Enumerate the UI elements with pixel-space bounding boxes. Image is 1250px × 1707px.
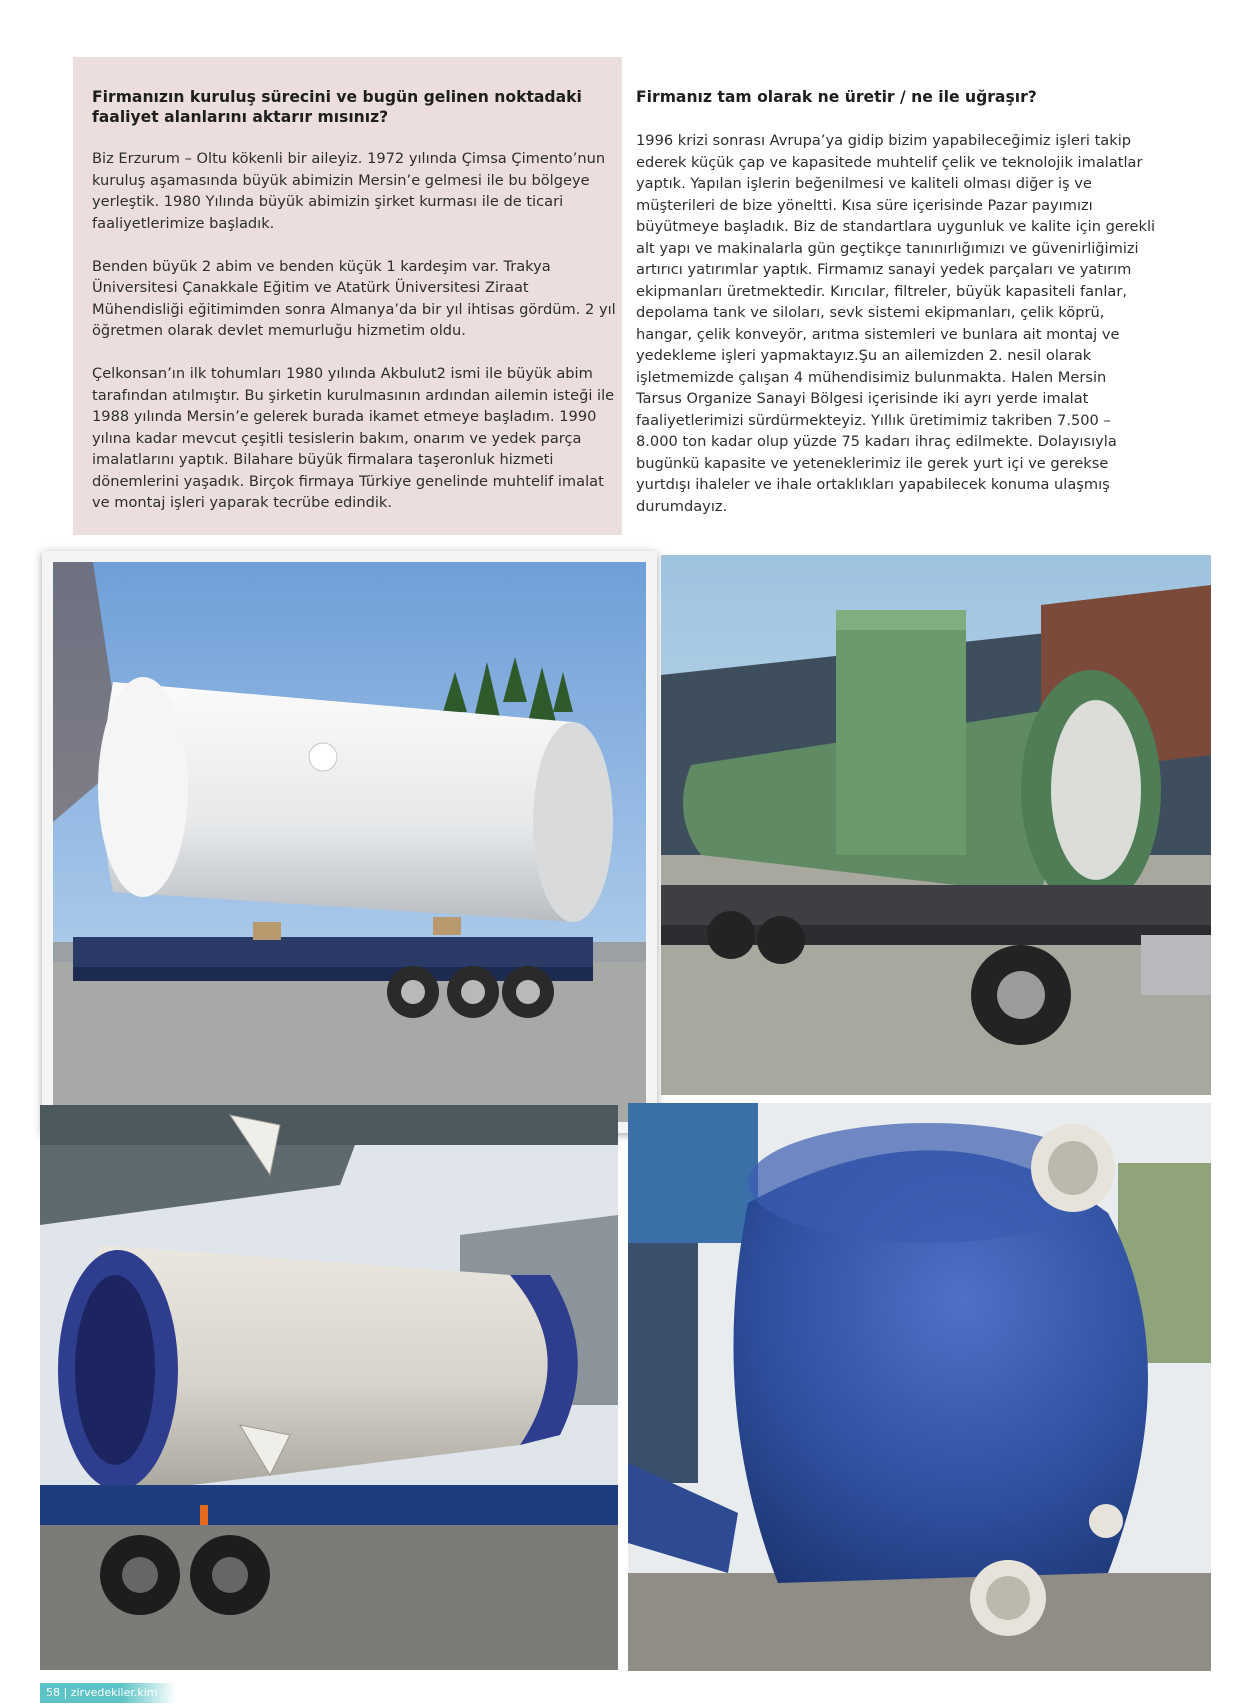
photo-white-silo-on-trailer bbox=[40, 1105, 618, 1670]
left-paragraph: Biz Erzurum – Oltu kökenli bir aileyiz. 1972 yılında Çimsa Çimento’nun kuruluş aşamasında büyük abimizin Mersin’e gelmesi ile bu bölgeye yerleştik. 1980 Yılında büyük abimizin şirket kurması ile de ticari faaliyetlerimize başladık. bbox=[92, 150, 606, 232]
photo-green-fan-on-truck bbox=[661, 555, 1211, 1095]
left-paragraph: Çelkonsan’ın ilk tohumları 1980 yılında Akbulut2 ismi ile büyük abim tarafından atılmıştır. Bu şirketin kurulmasının ardından ailemin isteği ile 1988 yılında Mersin’e gelerek burada ikamet etmeye başladım. 1990 yılına kadar mevcut çeşitli tesislerin bakım, onarım ve yedek parça imalatlarını yaptık. Bilahare büyük firmalara taşeronluk hizmeti dönemlerini yaşadık. Birçok firmaya Türkiye genelinde muhtelif imalat ve montaj işleri yaparak tecrübe edindik. bbox=[92, 365, 615, 511]
right-paragraph: 1996 krizi sonrası Avrupa’ya gidip bizim yapabileceğimiz işleri takip ederek küçük çap ve kapasitede muhtelif çelik ve teknolojik imalatlar yaptık. Yapılan işlerin beğenilmesi ve kaliteli olması diğer iş ve müşterileri de bize yöneltti. Kısa süre içerisinde Pazar payımızı büyütmeye başladık. Biz de standartlara uygunluk ve kalite için gerekli alt yapı ve makinalarla gün geçtikçe tanınırlığımızı ve güvenirliğimizi artırıcı yatırımlar yaptık. Firmamız sanayi yedek parçaları ve yatırım ekipmanları üretmektedir. Kırıcılar, filtreler, büyük kapasiteli fanlar, depolama tank ve siloları, sevk sistemi ekipmanları, çelik köprü, hangar, çelik konveyör, arıtma sistemleri ve bunlara ait montaj ve yedekleme işleri yapmaktayız.Şu an ailemizden 2. nesil olarak işletmemizde çalışan 4 mühendisimiz bulunmakta. Halen Mersin Tarsus Organize Sanayi Bölgesi içerisinde iki ayrı yerde imalat faaliyetlerimizi sürdürmekteyiz. Yıllık üretimimiz takriben 7.500 – 8.000 ton kadar olup yüzde 75 kadarı ihraç edilmekte. Dolayısıyla bugünkü kapasite ve yeteneklerimiz ile gerek yurt içi ve gerekse yurtdışı ihaleler ve ihale ortaklıkları yapabilecek konuma ulaşmış durumdayız. bbox=[636, 132, 1156, 515]
left-paragraph: Benden büyük 2 abim ve benden küçük 1 kardeşim var. Trakya Üniversitesi Çanakkale Eğitim ve Atatürk Üniversitesi Ziraat Mühendisliği eğitimimden sonra Almanya’da bir yıl ihtisas gördüm. 2 yıl öğretmen olarak devlet memurluğu hizmetim oldu. bbox=[92, 257, 616, 339]
left-text-column bbox=[92, 87, 617, 535]
right-question-heading: Firmanız tam olarak ne üretir / ne ile uğraşır? bbox=[636, 88, 1037, 106]
footer-separator: | bbox=[63, 1686, 68, 1699]
page-footer bbox=[40, 1683, 176, 1703]
photo-white-tank-on-trailer bbox=[42, 551, 657, 1133]
page-number: 58 bbox=[46, 1686, 60, 1699]
left-question-heading: Firmanızın kuruluş sürecini ve bugün gelinen noktadaki faaliyet alanlarını aktarır mısınız? bbox=[92, 88, 582, 126]
right-text-column bbox=[636, 87, 1156, 539]
photo-blue-pressure-vessel bbox=[628, 1103, 1211, 1671]
footer-website: zirvedekiler.kim bbox=[70, 1686, 158, 1699]
